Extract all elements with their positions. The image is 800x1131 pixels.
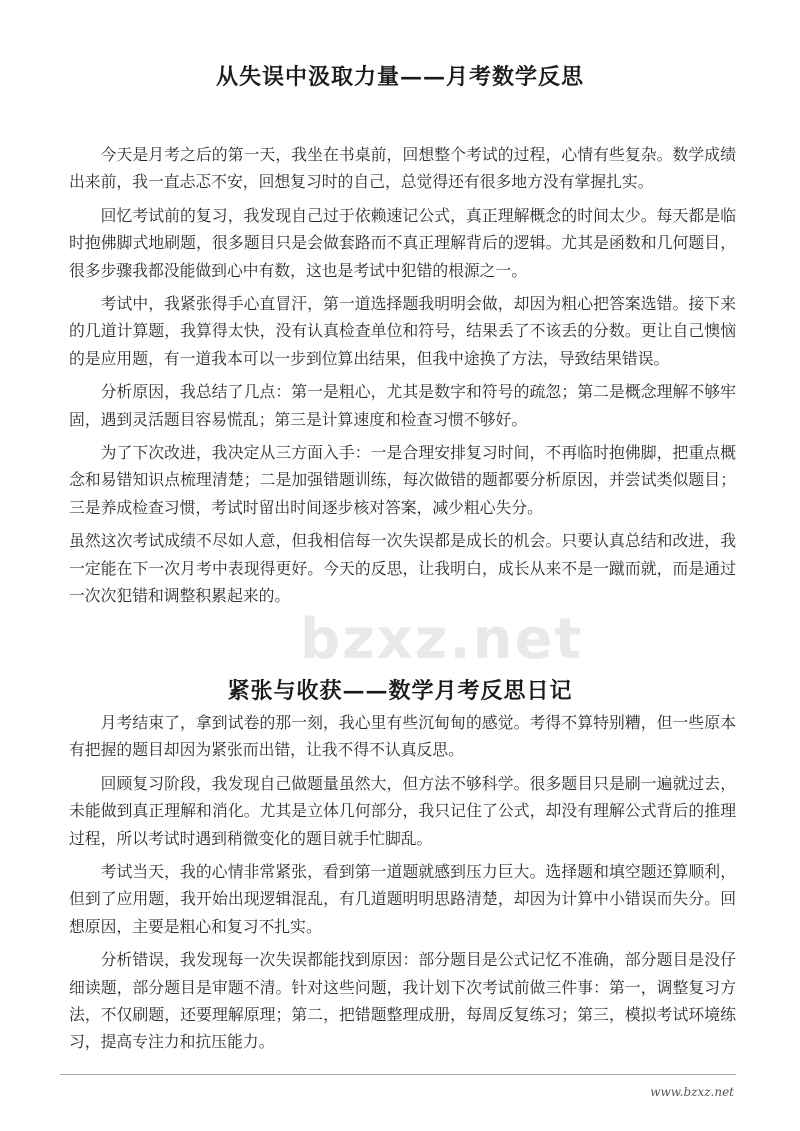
paragraph: 考试当天，我的心情非常紧张，看到第一道题就感到压力巨大。选择题和填空题还算顺利，但到了应用题，我开始出现逻辑混乱，有几道题明明思路清楚，却因为计算中小错误而失分。回想原因，主要是粗心和复习不扎实。 bbox=[69, 862, 736, 936]
watermark: bzxz.net bbox=[300, 607, 584, 672]
article-1-title: 从失误中汲取力量——月考数学反思 bbox=[215, 64, 584, 90]
article-1-body bbox=[69, 141, 736, 616]
paragraph: 分析错误，我发现每一次失误都能找到原因：部分题目是公式记忆不准确，部分题目是没仔细读题，部分题目是审题不清。针对这些问题，我计划下次考试前做三件事：第一，调整复习方法，不仅刷题，还要理解原理；第二，把错题整理成册，每周反复练习；第三，模拟考试环境练习，提高专注力和抗压能力。 bbox=[69, 950, 736, 1052]
paragraph: 回忆考试前的复习，我发现自己过于依赖速记公式，真正理解概念的时间太少。每天都是临时抱佛脚式地刷题，很多题目只是会做套路而不真正理解背后的逻辑。尤其是函数和几何题目，很多步骤我都没能做到心中有数，这也是考试中犯错的根源之一。 bbox=[69, 205, 736, 280]
paragraph: 考试中，我紧张得手心直冒汗，第一道选择题我明明会做，却因为粗心把答案选错。接下来的几道计算题，我算得太快，没有认真检查单位和符号，结果丢了不该丢的分数。更让自己懊恼的是应用题，有一道我本可以一步到位算出结果，但我中途换了方法，导致结果错误。 bbox=[69, 294, 736, 368]
article-2-body bbox=[69, 709, 736, 1062]
paragraph: 月考结束了，拿到试卷的那一刻，我心里有些沉甸甸的感觉。考得不算特别糟，但一些原本有把握的题目却因为紧张而出错，让我不得不认真反思。 bbox=[69, 713, 736, 760]
footer-url: www.bzxz.net bbox=[650, 1085, 734, 1099]
paragraph: 为了下次改进，我决定从三方面入手：一是合理安排复习时间，不再临时抱佛脚，把重点概念和易错知识点梳理清楚；二是加强错题训练，每次做错的题都要分析原因，并尝试类似题目；三是养成检查习惯，考试时留出时间逐步核对答案，减少粗心失分。 bbox=[69, 443, 736, 517]
paragraph: 今天是月考之后的第一天，我坐在书桌前，回想整个考试的过程，心情有些复杂。数学成绩出来前，我一直忐忑不安，回想复习时的自己，总觉得还有很多地方没有掌握扎实。 bbox=[69, 145, 736, 192]
paragraph: 回顾复习阶段，我发现自己做题量虽然大，但方法不够科学。很多题目只是刷一遍就过去，未能做到真正理解和消化。尤其是立体几何部分，我只记住了公式，却没有理解公式背后的推理过程，所以考试时遇到稍微变化的题目就手忙脚乱。 bbox=[69, 773, 736, 848]
article-2-title: 紧张与收获——数学月考反思日记 bbox=[227, 678, 573, 704]
paragraph: 虽然这次考试成绩不尽如人意，但我相信每一次失误都是成长的机会。只要认真总结和改进，我一定能在下一次月考中表现得更好。今天的反思，让我明白，成长从来不是一蹴而就，而是通过一次次犯错和调整积累起来的。 bbox=[69, 531, 736, 606]
paragraph: 分析原因，我总结了几点：第一是粗心，尤其是数字和符号的疏忽；第二是概念理解不够牢固，遇到灵活题目容易慌乱；第三是计算速度和检查习惯不够好。 bbox=[69, 382, 736, 429]
footer-divider bbox=[60, 1074, 736, 1075]
